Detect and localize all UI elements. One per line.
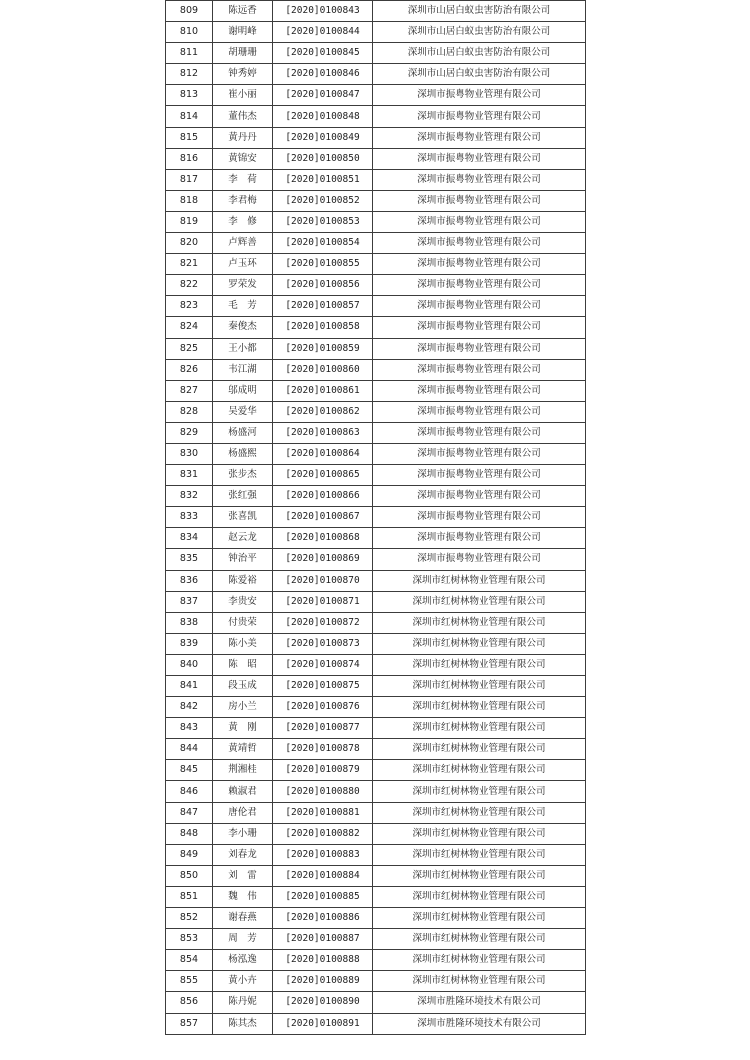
table-row — [166, 950, 586, 971]
name-cell: 李 荷 — [213, 169, 273, 190]
row-number-cell: 847 — [166, 802, 213, 823]
company-cell: 深圳市振粤物业管理有限公司 — [373, 422, 586, 443]
certificate-number-cell: [2020]0100848 — [273, 106, 373, 127]
certificate-number-cell: [2020]0100844 — [273, 22, 373, 43]
company-cell: 深圳市山居白蚁虫害防治有限公司 — [373, 22, 586, 43]
table-row — [166, 823, 586, 844]
table-row — [166, 1013, 586, 1034]
row-number-cell: 856 — [166, 992, 213, 1013]
row-number-cell: 811 — [166, 43, 213, 64]
company-cell: 深圳市振粤物业管理有限公司 — [373, 233, 586, 254]
row-number-cell: 857 — [166, 1013, 213, 1034]
certificate-number-cell: [2020]0100886 — [273, 908, 373, 929]
table-row — [166, 908, 586, 929]
name-cell: 董伟杰 — [213, 106, 273, 127]
name-cell: 陈 昭 — [213, 654, 273, 675]
row-number-cell: 850 — [166, 865, 213, 886]
certificate-number-cell: [2020]0100857 — [273, 296, 373, 317]
company-cell: 深圳市红树林物业管理有限公司 — [373, 654, 586, 675]
certificate-number-cell: [2020]0100890 — [273, 992, 373, 1013]
row-number-cell: 834 — [166, 528, 213, 549]
row-number-cell: 827 — [166, 380, 213, 401]
company-cell: 深圳市振粤物业管理有限公司 — [373, 443, 586, 464]
company-cell: 深圳市振粤物业管理有限公司 — [373, 465, 586, 486]
table-row — [166, 296, 586, 317]
company-cell: 深圳市红树林物业管理有限公司 — [373, 865, 586, 886]
table-row — [166, 507, 586, 528]
name-cell: 韦江湖 — [213, 359, 273, 380]
table-row — [166, 380, 586, 401]
certificate-number-cell: [2020]0100877 — [273, 718, 373, 739]
company-cell: 深圳市振粤物业管理有限公司 — [373, 486, 586, 507]
table-row — [166, 148, 586, 169]
row-number-cell: 833 — [166, 507, 213, 528]
row-number-cell: 853 — [166, 929, 213, 950]
certificate-number-cell: [2020]0100863 — [273, 422, 373, 443]
certificate-number-cell: [2020]0100872 — [273, 612, 373, 633]
row-number-cell: 814 — [166, 106, 213, 127]
company-cell: 深圳市红树林物业管理有限公司 — [373, 760, 586, 781]
registry-table-body — [166, 1, 586, 1035]
row-number-cell: 812 — [166, 64, 213, 85]
company-cell: 深圳市振粤物业管理有限公司 — [373, 127, 586, 148]
name-cell: 张喜凯 — [213, 507, 273, 528]
company-cell: 深圳市胜隆环境技术有限公司 — [373, 1013, 586, 1034]
row-number-cell: 818 — [166, 190, 213, 211]
row-number-cell: 820 — [166, 233, 213, 254]
name-cell: 李贵安 — [213, 591, 273, 612]
name-cell: 陈其杰 — [213, 1013, 273, 1034]
row-number-cell: 835 — [166, 549, 213, 570]
table-row — [166, 971, 586, 992]
certificate-number-cell: [2020]0100864 — [273, 443, 373, 464]
name-cell: 邬成明 — [213, 380, 273, 401]
certificate-number-cell: [2020]0100850 — [273, 148, 373, 169]
company-cell: 深圳市振粤物业管理有限公司 — [373, 169, 586, 190]
row-number-cell: 841 — [166, 676, 213, 697]
row-number-cell: 829 — [166, 422, 213, 443]
name-cell: 魏 伟 — [213, 886, 273, 907]
name-cell: 杨盛河 — [213, 422, 273, 443]
row-number-cell: 848 — [166, 823, 213, 844]
certificate-number-cell: [2020]0100843 — [273, 1, 373, 22]
certificate-number-cell: [2020]0100867 — [273, 507, 373, 528]
table-row — [166, 676, 586, 697]
table-row — [166, 654, 586, 675]
table-row — [166, 697, 586, 718]
company-cell: 深圳市振粤物业管理有限公司 — [373, 296, 586, 317]
company-cell: 深圳市振粤物业管理有限公司 — [373, 338, 586, 359]
name-cell: 黄靖哲 — [213, 739, 273, 760]
row-number-cell: 832 — [166, 486, 213, 507]
name-cell: 段玉成 — [213, 676, 273, 697]
name-cell: 唐伦君 — [213, 802, 273, 823]
row-number-cell: 840 — [166, 654, 213, 675]
company-cell: 深圳市山居白蚁虫害防治有限公司 — [373, 64, 586, 85]
name-cell: 张步杰 — [213, 465, 273, 486]
name-cell: 陈丹妮 — [213, 992, 273, 1013]
certificate-number-cell: [2020]0100851 — [273, 169, 373, 190]
row-number-cell: 826 — [166, 359, 213, 380]
table-row — [166, 739, 586, 760]
row-number-cell: 842 — [166, 697, 213, 718]
company-cell: 深圳市山居白蚁虫害防治有限公司 — [373, 43, 586, 64]
row-number-cell: 854 — [166, 950, 213, 971]
certificate-number-cell: [2020]0100883 — [273, 844, 373, 865]
name-cell: 李小珊 — [213, 823, 273, 844]
table-row — [166, 718, 586, 739]
name-cell: 黄小卉 — [213, 971, 273, 992]
table-row — [166, 338, 586, 359]
name-cell: 黄锦安 — [213, 148, 273, 169]
row-number-cell: 838 — [166, 612, 213, 633]
company-cell: 深圳市振粤物业管理有限公司 — [373, 85, 586, 106]
table-row — [166, 992, 586, 1013]
certificate-number-cell: [2020]0100874 — [273, 654, 373, 675]
table-row — [166, 64, 586, 85]
table-row — [166, 422, 586, 443]
certificate-number-cell: [2020]0100853 — [273, 211, 373, 232]
row-number-cell: 819 — [166, 211, 213, 232]
company-cell: 深圳市振粤物业管理有限公司 — [373, 401, 586, 422]
name-cell: 赵云龙 — [213, 528, 273, 549]
name-cell: 毛 芳 — [213, 296, 273, 317]
name-cell: 黄 刚 — [213, 718, 273, 739]
certificate-number-cell: [2020]0100888 — [273, 950, 373, 971]
row-number-cell: 843 — [166, 718, 213, 739]
company-cell: 深圳市振粤物业管理有限公司 — [373, 148, 586, 169]
company-cell: 深圳市胜隆环境技术有限公司 — [373, 992, 586, 1013]
row-number-cell: 825 — [166, 338, 213, 359]
certificate-number-cell: [2020]0100881 — [273, 802, 373, 823]
name-cell: 卢辉善 — [213, 233, 273, 254]
company-cell: 深圳市红树林物业管理有限公司 — [373, 929, 586, 950]
row-number-cell: 831 — [166, 465, 213, 486]
name-cell: 钟治平 — [213, 549, 273, 570]
company-cell: 深圳市红树林物业管理有限公司 — [373, 971, 586, 992]
table-row — [166, 633, 586, 654]
certificate-number-cell: [2020]0100885 — [273, 886, 373, 907]
certificate-number-cell: [2020]0100882 — [273, 823, 373, 844]
certificate-number-cell: [2020]0100889 — [273, 971, 373, 992]
company-cell: 深圳市红树林物业管理有限公司 — [373, 908, 586, 929]
row-number-cell: 855 — [166, 971, 213, 992]
name-cell: 陈远香 — [213, 1, 273, 22]
row-number-cell: 846 — [166, 781, 213, 802]
company-cell: 深圳市红树林物业管理有限公司 — [373, 570, 586, 591]
name-cell: 胡珊珊 — [213, 43, 273, 64]
certificate-number-cell: [2020]0100875 — [273, 676, 373, 697]
row-number-cell: 815 — [166, 127, 213, 148]
company-cell: 深圳市振粤物业管理有限公司 — [373, 211, 586, 232]
table-row — [166, 317, 586, 338]
row-number-cell: 845 — [166, 760, 213, 781]
company-cell: 深圳市振粤物业管理有限公司 — [373, 359, 586, 380]
company-cell: 深圳市红树林物业管理有限公司 — [373, 802, 586, 823]
certificate-number-cell: [2020]0100878 — [273, 739, 373, 760]
certificate-number-cell: [2020]0100856 — [273, 275, 373, 296]
name-cell: 陈小美 — [213, 633, 273, 654]
row-number-cell: 837 — [166, 591, 213, 612]
company-cell: 深圳市红树林物业管理有限公司 — [373, 739, 586, 760]
table-row — [166, 612, 586, 633]
certificate-number-cell: [2020]0100868 — [273, 528, 373, 549]
table-row — [166, 169, 586, 190]
company-cell: 深圳市振粤物业管理有限公司 — [373, 254, 586, 275]
name-cell: 刘春龙 — [213, 844, 273, 865]
row-number-cell: 849 — [166, 844, 213, 865]
name-cell: 李君梅 — [213, 190, 273, 211]
table-row — [166, 929, 586, 950]
certificate-number-cell: [2020]0100880 — [273, 781, 373, 802]
certificate-number-cell: [2020]0100876 — [273, 697, 373, 718]
certificate-number-cell: [2020]0100866 — [273, 486, 373, 507]
name-cell: 李 修 — [213, 211, 273, 232]
company-cell: 深圳市红树林物业管理有限公司 — [373, 718, 586, 739]
certificate-number-cell: [2020]0100859 — [273, 338, 373, 359]
certificate-number-cell: [2020]0100871 — [273, 591, 373, 612]
company-cell: 深圳市红树林物业管理有限公司 — [373, 591, 586, 612]
company-cell: 深圳市振粤物业管理有限公司 — [373, 528, 586, 549]
company-cell: 深圳市山居白蚁虫害防治有限公司 — [373, 1, 586, 22]
table-row — [166, 127, 586, 148]
table-row — [166, 486, 586, 507]
company-cell: 深圳市红树林物业管理有限公司 — [373, 781, 586, 802]
row-number-cell: 836 — [166, 570, 213, 591]
company-cell: 深圳市振粤物业管理有限公司 — [373, 275, 586, 296]
table-row — [166, 1, 586, 22]
name-cell: 吴爱华 — [213, 401, 273, 422]
row-number-cell: 824 — [166, 317, 213, 338]
company-cell: 深圳市振粤物业管理有限公司 — [373, 507, 586, 528]
company-cell: 深圳市红树林物业管理有限公司 — [373, 886, 586, 907]
row-number-cell: 839 — [166, 633, 213, 654]
certificate-number-cell: [2020]0100854 — [273, 233, 373, 254]
certificate-number-cell: [2020]0100870 — [273, 570, 373, 591]
certificate-number-cell: [2020]0100858 — [273, 317, 373, 338]
table-row — [166, 781, 586, 802]
row-number-cell: 817 — [166, 169, 213, 190]
name-cell: 谢明峰 — [213, 22, 273, 43]
certificate-number-cell: [2020]0100846 — [273, 64, 373, 85]
certificate-number-cell: [2020]0100869 — [273, 549, 373, 570]
certificate-number-cell: [2020]0100849 — [273, 127, 373, 148]
name-cell: 周 芳 — [213, 929, 273, 950]
table-row — [166, 359, 586, 380]
row-number-cell: 823 — [166, 296, 213, 317]
table-row — [166, 275, 586, 296]
name-cell: 赖淑君 — [213, 781, 273, 802]
name-cell: 秦俊杰 — [213, 317, 273, 338]
table-row — [166, 43, 586, 64]
certificate-number-cell: [2020]0100879 — [273, 760, 373, 781]
row-number-cell: 822 — [166, 275, 213, 296]
name-cell: 卢玉环 — [213, 254, 273, 275]
row-number-cell: 810 — [166, 22, 213, 43]
name-cell: 崔小丽 — [213, 85, 273, 106]
row-number-cell: 830 — [166, 443, 213, 464]
table-row — [166, 570, 586, 591]
company-cell: 深圳市振粤物业管理有限公司 — [373, 190, 586, 211]
table-row — [166, 106, 586, 127]
name-cell: 谢春燕 — [213, 908, 273, 929]
table-row — [166, 886, 586, 907]
certificate-number-cell: [2020]0100884 — [273, 865, 373, 886]
company-cell: 深圳市红树林物业管理有限公司 — [373, 633, 586, 654]
company-cell: 深圳市振粤物业管理有限公司 — [373, 549, 586, 570]
company-cell: 深圳市振粤物业管理有限公司 — [373, 380, 586, 401]
certificate-number-cell: [2020]0100860 — [273, 359, 373, 380]
table-row — [166, 254, 586, 275]
name-cell: 陈爱裕 — [213, 570, 273, 591]
certificate-number-cell: [2020]0100852 — [273, 190, 373, 211]
table-row — [166, 865, 586, 886]
table-row — [166, 760, 586, 781]
table-row — [166, 22, 586, 43]
table-row — [166, 844, 586, 865]
company-cell: 深圳市红树林物业管理有限公司 — [373, 823, 586, 844]
certificate-number-cell: [2020]0100847 — [273, 85, 373, 106]
name-cell: 张红强 — [213, 486, 273, 507]
table-row — [166, 233, 586, 254]
company-cell: 深圳市红树林物业管理有限公司 — [373, 950, 586, 971]
table-row — [166, 549, 586, 570]
row-number-cell: 851 — [166, 886, 213, 907]
table-row — [166, 401, 586, 422]
name-cell: 罗荣发 — [213, 275, 273, 296]
row-number-cell: 813 — [166, 85, 213, 106]
name-cell: 黄丹丹 — [213, 127, 273, 148]
table-row — [166, 443, 586, 464]
table-row — [166, 591, 586, 612]
name-cell: 王小都 — [213, 338, 273, 359]
row-number-cell: 821 — [166, 254, 213, 275]
name-cell: 杨泓逸 — [213, 950, 273, 971]
certificate-number-cell: [2020]0100873 — [273, 633, 373, 654]
company-cell: 深圳市振粤物业管理有限公司 — [373, 106, 586, 127]
company-cell: 深圳市红树林物业管理有限公司 — [373, 612, 586, 633]
certificate-number-cell: [2020]0100861 — [273, 380, 373, 401]
name-cell: 荆湘桂 — [213, 760, 273, 781]
certificate-number-cell: [2020]0100865 — [273, 465, 373, 486]
name-cell: 付贵荣 — [213, 612, 273, 633]
row-number-cell: 816 — [166, 148, 213, 169]
name-cell: 钟秀婷 — [213, 64, 273, 85]
name-cell: 刘 雷 — [213, 865, 273, 886]
certificate-number-cell: [2020]0100891 — [273, 1013, 373, 1034]
registry-table — [165, 0, 586, 1035]
company-cell: 深圳市红树林物业管理有限公司 — [373, 844, 586, 865]
company-cell: 深圳市振粤物业管理有限公司 — [373, 317, 586, 338]
table-row — [166, 802, 586, 823]
certificate-number-cell: [2020]0100862 — [273, 401, 373, 422]
company-cell: 深圳市红树林物业管理有限公司 — [373, 697, 586, 718]
name-cell: 房小兰 — [213, 697, 273, 718]
table-row — [166, 190, 586, 211]
certificate-number-cell: [2020]0100855 — [273, 254, 373, 275]
table-row — [166, 465, 586, 486]
company-cell: 深圳市红树林物业管理有限公司 — [373, 676, 586, 697]
table-row — [166, 211, 586, 232]
row-number-cell: 844 — [166, 739, 213, 760]
table-row — [166, 85, 586, 106]
row-number-cell: 809 — [166, 1, 213, 22]
certificate-number-cell: [2020]0100845 — [273, 43, 373, 64]
row-number-cell: 828 — [166, 401, 213, 422]
table-row — [166, 528, 586, 549]
row-number-cell: 852 — [166, 908, 213, 929]
name-cell: 杨盛熙 — [213, 443, 273, 464]
certificate-number-cell: [2020]0100887 — [273, 929, 373, 950]
